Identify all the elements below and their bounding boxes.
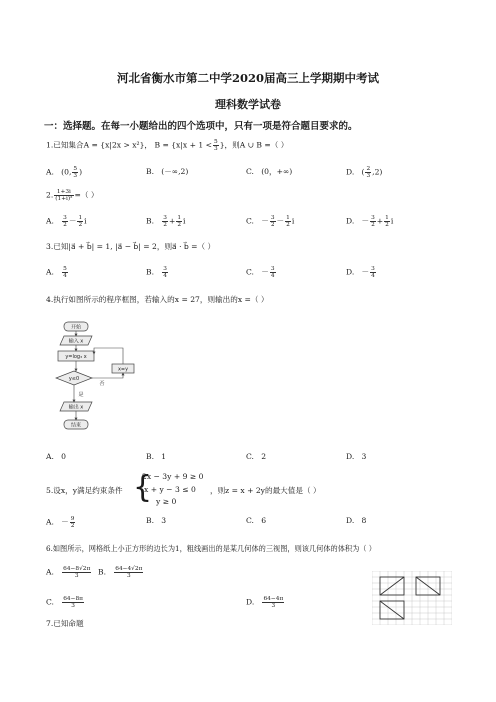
flow-input-label: 输入 x (68, 338, 84, 345)
flow-end-label: 结束 (70, 422, 82, 429)
q6-option-b: B. $\frac{64-4√2\pi}{3}$ (98, 566, 143, 579)
q4-option-d: D. 3 (346, 452, 367, 461)
q1-option-a: A. (0, $\frac{5}{3}$ ) (46, 166, 83, 179)
q5-option-b: B. 3 (146, 516, 167, 525)
q1-stem-prefix: 1.已知集合 (46, 140, 84, 150)
question-2-stem: 2. $\frac{1+3i}{\text{(1+i)²}}$ =（ ） (46, 189, 99, 202)
question-6-stem: 6.如图所示，网格纸上小正方形的边长为1，粗线画出的是某几何体的三视图，则该几何体的体积为（ ） (46, 544, 376, 553)
q1-set-b: B = {x|x + 1 < (154, 140, 212, 150)
program-flowchart (46, 320, 186, 438)
q4-option-a: A. 0 (46, 452, 66, 461)
q4-option-c: C. 2 (246, 452, 267, 461)
q2-option-b: B. $\frac{3}{2}$ + $\frac{1}{2}$ i (146, 215, 186, 228)
question-4-stem: 4.执行如图所示的程序框图，若输入的x = 27，则输出的x =（ ） (46, 295, 269, 304)
q1-fraction: $\frac{5}{3}$ (213, 139, 218, 152)
question-7-stem: 7.已知命题 (46, 619, 84, 628)
q6-option-a: A. $\frac{64-8√2\pi}{3}$ (46, 566, 91, 579)
q5-left-brace: { (133, 470, 153, 505)
flow-yes-label: 是 (78, 392, 84, 398)
q5-condition-3: y ≥ 0 (156, 497, 177, 506)
q2-option-a: A. $\frac{3}{2}$ － $\frac{1}{2}$ i (46, 215, 87, 228)
question-3-stem: 3.已知|a⃗ + b⃗| = 1, |a⃗ − b⃗| = 2，则a⃗ · b⃗ =（ ） (46, 242, 216, 251)
q2-option-c: C. － $\frac{3}{2}$ － $\frac{1}{2}$ i (246, 215, 295, 228)
q1-stem-suffix: }，则A ∪ B =（ ） (219, 140, 289, 150)
flow-condition-label: y≤0 (68, 376, 80, 382)
q3-option-b: B. $\frac{3}{4}$ (146, 266, 167, 279)
q1-set-a: A = {x|2x > x²}， (83, 140, 153, 150)
q3-option-a: A. $\frac{5}{4}$ (46, 266, 67, 279)
q5-option-d: D. 8 (346, 516, 367, 525)
q5-option-a: A. － $\frac{9}{2}$ (46, 516, 75, 529)
flow-swap-label: x=y (117, 366, 129, 373)
three-view-grid-figure (372, 571, 452, 625)
question-5-stem-prefix: 5.设x，y满足约束条件 (46, 486, 123, 495)
q5-option-c: C. 6 (246, 516, 267, 525)
q4-option-b: B. 1 (146, 452, 167, 461)
exam-title: 河北省衡水市第二中学2020届高三上学期期中考试 (116, 71, 379, 85)
exam-subtitle: 理科数学试卷 (215, 98, 281, 111)
q1-option-b: B. (－∞,2) (146, 167, 189, 176)
q3-option-d: D. － $\frac{3}{4}$ (346, 266, 375, 279)
flow-start-label: 开始 (70, 324, 82, 331)
question-1-stem (46, 139, 288, 152)
q3-option-c: C. － $\frac{3}{4}$ (246, 266, 275, 279)
q2-fraction: $\frac{1+3i}{\text{(1+i)²}}$ (55, 189, 73, 202)
flow-assign-label: y=log₃ x (65, 354, 87, 360)
q2-option-d: D. － $\frac{3}{2}$ + $\frac{1}{2}$ i (346, 215, 394, 228)
q5-condition-2: x + y − 3 ≤ 0 (144, 485, 196, 494)
q6-option-c: C. $\frac{64-8\pi}{3}$ (46, 596, 83, 609)
question-5-stem-suffix: ，则z = x + 2y的最大值是（ ） (210, 486, 321, 495)
q1-option-c: C. (0，+∞) (246, 167, 293, 176)
q5-condition-1: 2x − 3y + 9 ≥ 0 (142, 472, 204, 481)
section-heading: 一：选择题。在每一小题给出的四个选项中，只有一项是符合题目要求的。 (44, 121, 358, 132)
q6-option-d: D. $\frac{64-4\pi}{3}$ (246, 596, 284, 609)
q1-option-d: D. ( $\frac{2}{3}$ ,2) (346, 166, 383, 179)
flow-output-label: 输出 x (68, 404, 84, 411)
flow-no-label: 否 (99, 381, 105, 387)
